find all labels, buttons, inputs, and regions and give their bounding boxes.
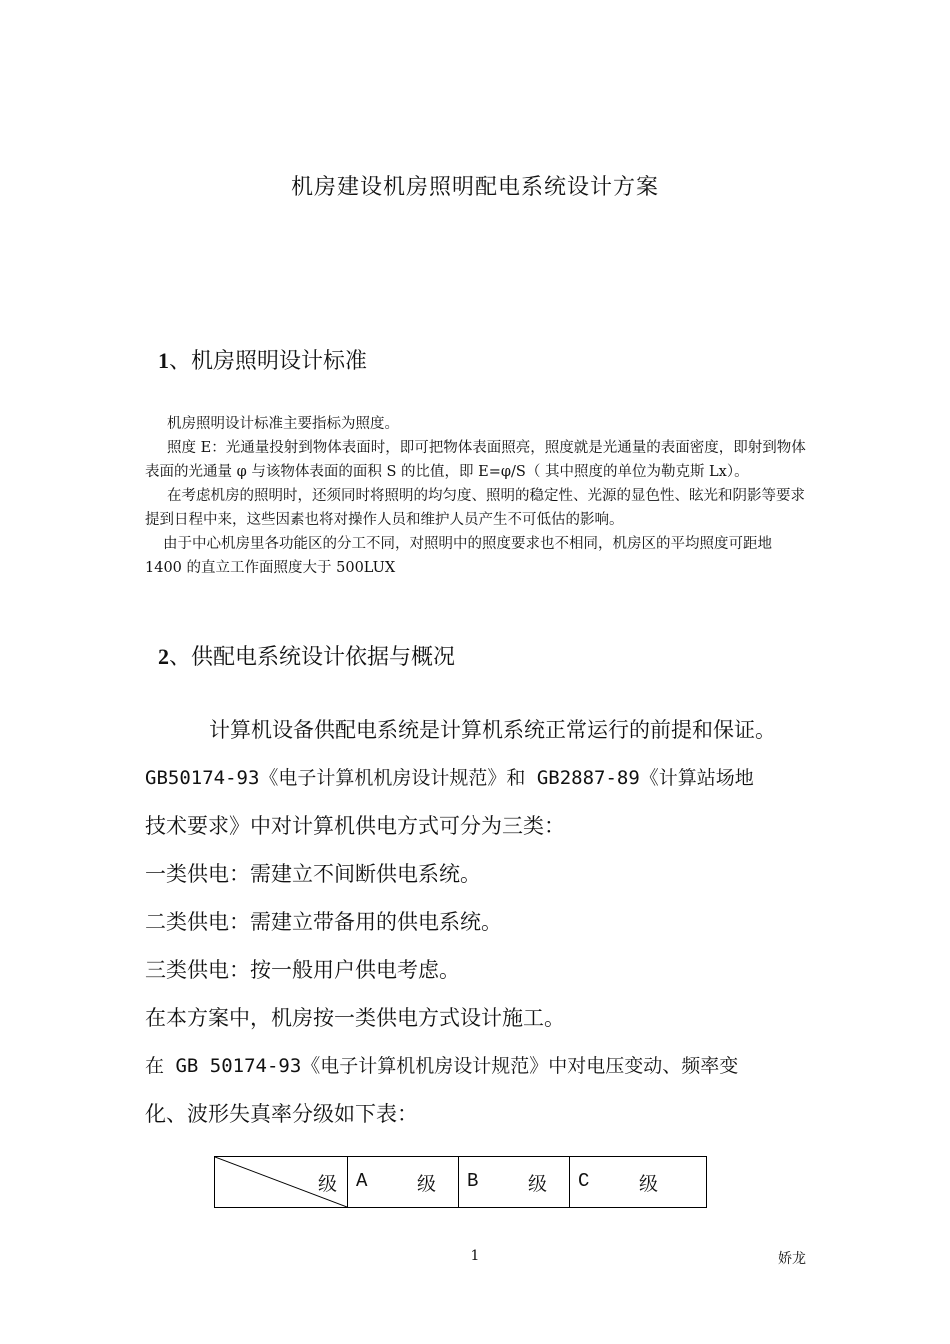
paragraph: 由于中心机房里各功能区的分工不同，对照明中的照度要求也不相同，机房区的平均照度可距地 1400 的直立工作面照度大于 500LUX	[145, 536, 772, 576]
section-2-number: 2	[158, 644, 169, 669]
page-number: 1	[470, 1248, 480, 1264]
section-1-heading	[158, 344, 367, 375]
text-line: 二类供电：需建立带备用的供电系统。	[145, 910, 502, 934]
header-label: 级	[317, 1173, 337, 1195]
text-line: 三类供电：按一般用户供电考虑。	[145, 958, 460, 982]
text-line: 技术要求》中对计算机供电方式可分为三类：	[145, 814, 565, 838]
section-1-body	[145, 412, 810, 580]
grade-a-cell: A 级	[348, 1157, 459, 1208]
grade-table	[214, 1156, 707, 1208]
section-2-heading	[158, 640, 455, 671]
paragraph: 照度 E：光通量投射到物体表面时，即可把物体表面照亮，照度就是光通量的表面密度，即射到物体表面的光通量 φ 与该物体表面的面积 S 的比值，即 E=φ/S（ 其中照度的单位为勒克斯 Lx）。	[145, 440, 806, 480]
text-line: 在 GB 50174-93《电子计算机机房设计规范》中对电压变动、频率变	[145, 1055, 739, 1077]
section-1-number: 1	[158, 348, 169, 373]
grade-c-cell: C 级	[570, 1157, 707, 1208]
table-row	[215, 1157, 707, 1208]
text-line: GB50174-93《电子计算机机房设计规范》和 GB2887-89《计算站场地	[145, 767, 754, 789]
text-line: 在本方案中，机房按一类供电方式设计施工。	[145, 1006, 565, 1030]
text-line: 化、波形失真率分级如下表：	[145, 1102, 418, 1126]
text-line: 一类供电：需建立不间断供电系统。	[145, 862, 481, 886]
paragraph: 在考虑机房的照明时，还须同时将照明的均匀度、照明的稳定性、光源的显色性、眩光和阴影等要求提到日程中来，这些因素也将对操作人员和维护人员产生不可低估的影响。	[145, 488, 805, 528]
text-line: 计算机设备供配电系统是计算机系统正常运行的前提和保证。	[209, 718, 776, 742]
document-title: 机房建设机房照明配电系统设计方案	[290, 175, 659, 200]
grade-b-cell: B 级	[459, 1157, 570, 1208]
section-2-body	[145, 706, 815, 1138]
footer-author: 娇龙	[778, 1251, 806, 1267]
paragraph: 机房照明设计标准主要指标为照度。	[167, 416, 399, 432]
section-1-title: 、机房照明设计标准	[169, 349, 368, 374]
diagonal-header-cell	[215, 1157, 348, 1208]
section-2-title: 、供配电系统设计依据与概况	[169, 645, 456, 670]
